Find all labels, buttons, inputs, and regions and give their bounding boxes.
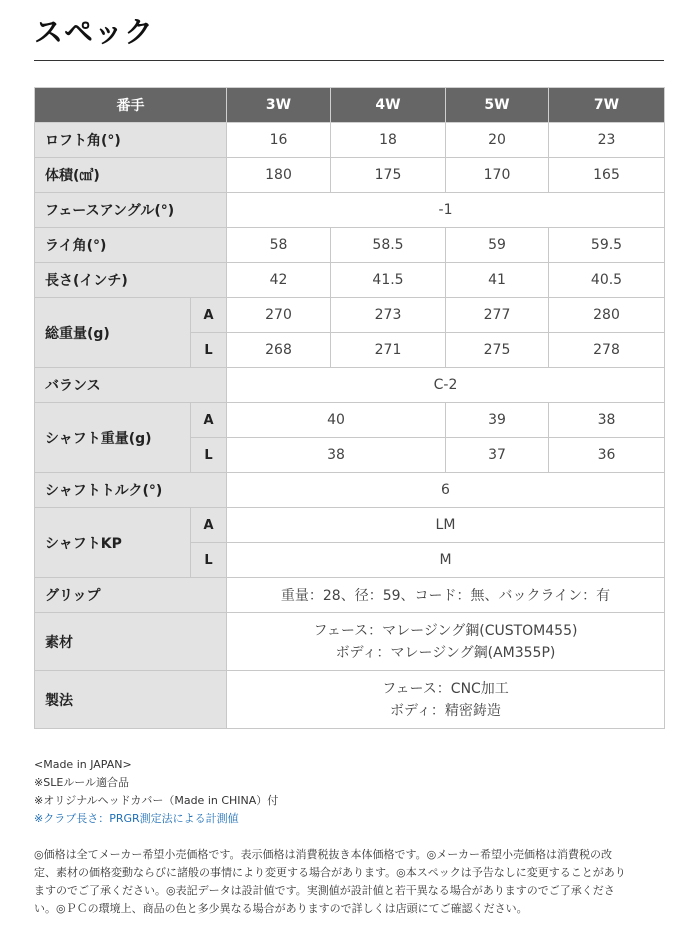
row-balance [35, 368, 665, 403]
sub-label-a: A [191, 298, 227, 333]
cell-shaft-kp-a: LM [227, 508, 665, 543]
label-material: 素材 [35, 613, 227, 671]
cell-total-weight-l-7w: 278 [549, 333, 665, 368]
cell-length-3w: 42 [227, 263, 331, 298]
row-length [35, 263, 665, 298]
method-body: ボディ：精密鋳造 [390, 702, 501, 719]
cell-shaft-weight-a-5w: 39 [446, 403, 549, 438]
cell-volume-3w: 180 [227, 158, 331, 193]
label-volume: 体積(㎤) [35, 158, 227, 193]
note-sle: ※SLEルール適合品 [34, 776, 130, 789]
cell-total-weight-l-4w: 271 [331, 333, 446, 368]
cell-total-weight-a-5w: 277 [446, 298, 549, 333]
label-method: 製法 [35, 671, 227, 729]
cell-length-7w: 40.5 [549, 263, 665, 298]
cell-loft-5w: 20 [446, 123, 549, 158]
cell-loft-4w: 18 [331, 123, 446, 158]
cell-volume-7w: 165 [549, 158, 665, 193]
row-lie [35, 228, 665, 263]
cell-loft-3w: 16 [227, 123, 331, 158]
label-grip: グリップ [35, 578, 227, 613]
cell-volume-5w: 170 [446, 158, 549, 193]
cell-total-weight-a-3w: 270 [227, 298, 331, 333]
note-headcover: ※オリジナルヘッドカバー（Made in CHINA）付 [34, 794, 279, 807]
sub-label-l: L [191, 438, 227, 473]
cell-length-5w: 41 [446, 263, 549, 298]
cell-length-4w: 41.5 [331, 263, 446, 298]
cell-loft-7w: 23 [549, 123, 665, 158]
label-length: 長さ(インチ) [35, 263, 227, 298]
cell-face-angle: -1 [227, 193, 665, 228]
label-face-angle: フェースアングル(°) [35, 193, 227, 228]
cell-balance: C-2 [227, 368, 665, 403]
row-method [35, 671, 665, 729]
cell-volume-4w: 175 [331, 158, 446, 193]
label-shaft-kp: シャフトKP [35, 508, 191, 578]
cell-lie-7w: 59.5 [549, 228, 665, 263]
title-divider [34, 60, 664, 61]
cell-shaft-weight-l-7w: 36 [549, 438, 665, 473]
material-body: ボディ：マレージング鋼(AM355P) [335, 644, 556, 661]
cell-material [227, 613, 665, 671]
row-face-angle [35, 193, 665, 228]
cell-total-weight-a-7w: 280 [549, 298, 665, 333]
cell-grip: 重量：28、径：59、コード：無、バックライン：有 [227, 578, 665, 613]
label-balance: バランス [35, 368, 227, 403]
cell-lie-3w: 58 [227, 228, 331, 263]
sub-label-a: A [191, 403, 227, 438]
cell-lie-5w: 59 [446, 228, 549, 263]
row-volume [35, 158, 665, 193]
header-3w: 3W [227, 88, 331, 123]
header-5w: 5W [446, 88, 549, 123]
label-total-weight: 総重量(g) [35, 298, 191, 368]
row-grip [35, 578, 665, 613]
page-title: スペック [34, 15, 155, 49]
cell-total-weight-l-3w: 268 [227, 333, 331, 368]
cell-shaft-weight-a-3w-4w: 40 [227, 403, 446, 438]
disclaimer-line: ◎価格は全てメーカー希望小売価格です。表示価格は消費税抜き本体価格です。◎メーカー希望小売価格は消費税の改 [34, 848, 612, 861]
note-made-in: <Made in JAPAN> [34, 758, 132, 771]
cell-shaft-weight-a-7w: 38 [549, 403, 665, 438]
sub-label-l: L [191, 543, 227, 578]
label-shaft-weight: シャフト重量(g) [35, 403, 191, 473]
disclaimer-line: い。◎ＰＣの環境上、商品の色と多少異なる場合がありますので詳しくは店頭にてご確認ください。 [34, 902, 528, 915]
row-total-weight-a [35, 298, 665, 333]
notes-block [34, 756, 664, 828]
method-face: フェース：CNC加工 [382, 680, 509, 697]
row-loft [35, 123, 665, 158]
cell-total-weight-a-4w: 273 [331, 298, 446, 333]
cell-method [227, 671, 665, 729]
cell-shaft-weight-l-5w: 37 [446, 438, 549, 473]
label-loft: ロフト角(°) [35, 123, 227, 158]
header-4w: 4W [331, 88, 446, 123]
disclaimer-block [34, 846, 664, 918]
disclaimer-line: 定、素材の価格変動ならびに諸般の事情により変更する場合があります。◎本スペックは予告なしに変更することがあり [34, 866, 626, 879]
label-lie: ライ角(°) [35, 228, 227, 263]
header-club: 番手 [35, 88, 227, 123]
spec-table [34, 87, 665, 729]
row-shaft-kp-a [35, 508, 665, 543]
label-shaft-torque: シャフトトルク(°) [35, 473, 227, 508]
row-shaft-torque [35, 473, 665, 508]
sub-label-a: A [191, 508, 227, 543]
cell-lie-4w: 58.5 [331, 228, 446, 263]
cell-shaft-torque: 6 [227, 473, 665, 508]
cell-shaft-kp-l: M [227, 543, 665, 578]
header-row [35, 88, 665, 123]
material-face: フェース：マレージング鋼(CUSTOM455) [313, 622, 578, 639]
header-7w: 7W [549, 88, 665, 123]
cell-total-weight-l-5w: 275 [446, 333, 549, 368]
row-shaft-weight-a [35, 403, 665, 438]
cell-shaft-weight-l-3w-4w: 38 [227, 438, 446, 473]
disclaimer-line: ますのでご了承ください。◎表記データは設計値です。実測値が設計値と若干異なる場合がありますのでご了承くださ [34, 884, 615, 897]
row-material [35, 613, 665, 671]
sub-label-l: L [191, 333, 227, 368]
note-club-length-link[interactable]: ※クラブ長さ：PRGR測定法による計測値 [34, 812, 239, 825]
